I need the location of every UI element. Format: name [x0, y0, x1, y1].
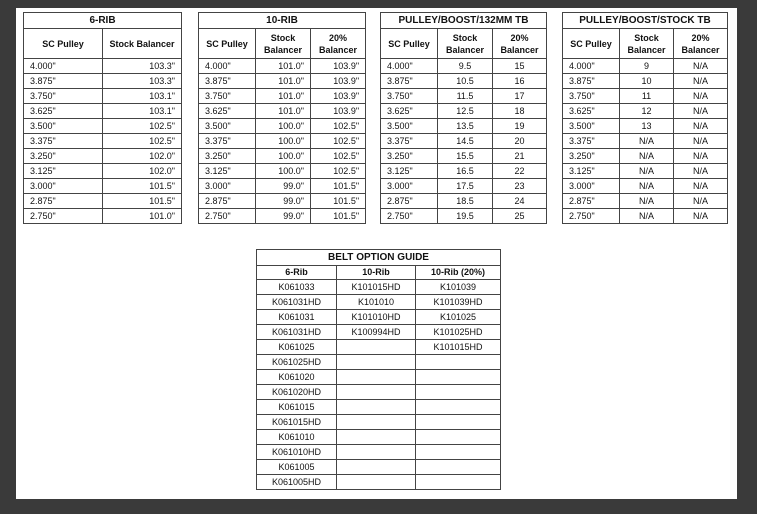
- belt-option-guide-table: [256, 249, 501, 490]
- table-cell: 100.0": [256, 119, 311, 134]
- table-cell: 2.875": [381, 194, 438, 209]
- table-cell: N/A: [674, 104, 728, 119]
- table-cell: 3.500": [24, 119, 103, 134]
- table-title: 6-RIB: [24, 13, 182, 29]
- table-cell: 15: [493, 59, 547, 74]
- table-cell: 3.500": [563, 119, 620, 134]
- table-row: [257, 475, 501, 490]
- table-cell: 99.0": [256, 209, 311, 224]
- table-row: [563, 104, 728, 119]
- table-cell: K061033: [257, 280, 337, 295]
- table-cell: 3.375": [381, 134, 438, 149]
- boost-132mm-table: [380, 12, 547, 224]
- table-cell: 10: [620, 74, 674, 89]
- table-cell: 18: [493, 104, 547, 119]
- table-cell: 102.0": [103, 164, 182, 179]
- table-cell: [337, 355, 416, 370]
- table-cell: 17.5: [438, 179, 493, 194]
- table-cell: N/A: [674, 164, 728, 179]
- table-row: [24, 119, 182, 134]
- table-cell: 16.5: [438, 164, 493, 179]
- table-cell: [416, 460, 501, 475]
- table-row: [199, 104, 366, 119]
- table-row: [381, 194, 547, 209]
- table-cell: K101015HD: [416, 340, 501, 355]
- table-row: [381, 119, 547, 134]
- table-row: [381, 164, 547, 179]
- table-cell: 22: [493, 164, 547, 179]
- table-cell: K101010: [337, 295, 416, 310]
- table-row: [257, 340, 501, 355]
- column-header: 20% Balancer: [493, 29, 547, 59]
- table-row: [24, 134, 182, 149]
- column-header: SC Pulley: [24, 29, 103, 59]
- table-cell: 16: [493, 74, 547, 89]
- table-cell: 101.5": [311, 209, 366, 224]
- table-cell: 102.5": [311, 119, 366, 134]
- table-row: [563, 89, 728, 104]
- table-cell: N/A: [674, 59, 728, 74]
- table-cell: [416, 430, 501, 445]
- table-cell: 103.9": [311, 104, 366, 119]
- table-cell: 3.000": [563, 179, 620, 194]
- table-cell: N/A: [674, 149, 728, 164]
- table-cell: 21: [493, 149, 547, 164]
- table-cell: K061020HD: [257, 385, 337, 400]
- table-cell: 14.5: [438, 134, 493, 149]
- table-cell: K101025HD: [416, 325, 501, 340]
- table-cell: 2.875": [24, 194, 103, 209]
- table-title: BELT OPTION GUIDE: [257, 250, 501, 266]
- table-row: [563, 149, 728, 164]
- table-row: [199, 164, 366, 179]
- table-row: [199, 149, 366, 164]
- table-cell: [337, 385, 416, 400]
- table-row: [199, 89, 366, 104]
- table-cell: 3.750": [563, 89, 620, 104]
- table-title: PULLEY/BOOST/132MM TB: [381, 13, 547, 29]
- table-cell: [337, 370, 416, 385]
- six-rib-table: [23, 12, 182, 224]
- table-row: [199, 59, 366, 74]
- table-row: [563, 164, 728, 179]
- table-cell: 103.1": [103, 89, 182, 104]
- table-cell: 100.0": [256, 164, 311, 179]
- table-cell: K101025: [416, 310, 501, 325]
- table-row: [563, 59, 728, 74]
- table-cell: [337, 415, 416, 430]
- table-cell: 4.000": [24, 59, 103, 74]
- table-row: [24, 179, 182, 194]
- table-cell: K061025HD: [257, 355, 337, 370]
- column-header: 6-Rib: [257, 266, 337, 280]
- table-cell: 3.875": [381, 74, 438, 89]
- table-cell: 100.0": [256, 149, 311, 164]
- table-cell: N/A: [674, 119, 728, 134]
- table-cell: 3.750": [381, 89, 438, 104]
- table-cell: [416, 445, 501, 460]
- table-cell: K101039HD: [416, 295, 501, 310]
- column-header: Stock Balancer: [438, 29, 493, 59]
- table-row: [381, 59, 547, 74]
- table-cell: [337, 475, 416, 490]
- table-cell: 101.0": [256, 104, 311, 119]
- table-cell: 101.5": [311, 194, 366, 209]
- table-cell: 24: [493, 194, 547, 209]
- table-cell: 99.0": [256, 179, 311, 194]
- table-cell: 3.875": [563, 74, 620, 89]
- table-cell: 102.0": [103, 149, 182, 164]
- table-cell: 3.000": [24, 179, 103, 194]
- table-cell: 3.375": [24, 134, 103, 149]
- table-row: [563, 179, 728, 194]
- table-cell: 3.500": [199, 119, 256, 134]
- table-row: [24, 194, 182, 209]
- table-cell: 103.9": [311, 89, 366, 104]
- table-cell: 4.000": [563, 59, 620, 74]
- table-cell: 103.3": [103, 74, 182, 89]
- table-cell: 25: [493, 209, 547, 224]
- table-row: [257, 310, 501, 325]
- table-cell: 19: [493, 119, 547, 134]
- table-row: [257, 385, 501, 400]
- table-cell: 103.1": [103, 104, 182, 119]
- table-title: 10-RIB: [199, 13, 366, 29]
- column-header: SC Pulley: [199, 29, 256, 59]
- boost-stock-tb-table: [562, 12, 728, 224]
- table-cell: 2.750": [381, 209, 438, 224]
- table-row: [381, 134, 547, 149]
- table-row: [381, 104, 547, 119]
- table-row: [24, 209, 182, 224]
- table-cell: 4.000": [381, 59, 438, 74]
- table-cell: 100.0": [256, 134, 311, 149]
- table-cell: 2.750": [563, 209, 620, 224]
- table-cell: 2.750": [24, 209, 103, 224]
- table-row: [257, 325, 501, 340]
- table-cell: 3.250": [563, 149, 620, 164]
- table-cell: 101.0": [256, 74, 311, 89]
- table-cell: N/A: [674, 89, 728, 104]
- table-cell: [416, 355, 501, 370]
- table-cell: 102.5": [311, 164, 366, 179]
- table-row: [257, 280, 501, 295]
- table-cell: 18.5: [438, 194, 493, 209]
- column-header: 20% Balancer: [311, 29, 366, 59]
- table-cell: 3.625": [563, 104, 620, 119]
- table-cell: 102.5": [103, 119, 182, 134]
- table-cell: 103.9": [311, 74, 366, 89]
- table-cell: 101.5": [311, 179, 366, 194]
- table-cell: K101039: [416, 280, 501, 295]
- table-cell: [416, 475, 501, 490]
- table-cell: K101010HD: [337, 310, 416, 325]
- table-cell: [416, 415, 501, 430]
- table-cell: 2.750": [199, 209, 256, 224]
- table-cell: 3.875": [24, 74, 103, 89]
- table-cell: 3.750": [24, 89, 103, 104]
- column-header: 20% Balancer: [674, 29, 728, 59]
- table-row: [257, 445, 501, 460]
- table-cell: 3.875": [199, 74, 256, 89]
- table-cell: 3.375": [563, 134, 620, 149]
- table-cell: N/A: [620, 194, 674, 209]
- table-cell: 3.250": [381, 149, 438, 164]
- table-cell: 3.750": [199, 89, 256, 104]
- table-cell: 103.9": [311, 59, 366, 74]
- table-cell: 13.5: [438, 119, 493, 134]
- table-row: [381, 149, 547, 164]
- table-cell: K061005HD: [257, 475, 337, 490]
- table-row: [199, 179, 366, 194]
- table-cell: N/A: [620, 149, 674, 164]
- table-cell: 11.5: [438, 89, 493, 104]
- table-cell: 3.125": [563, 164, 620, 179]
- table-cell: 10.5: [438, 74, 493, 89]
- table-cell: 12: [620, 104, 674, 119]
- table-cell: 102.5": [311, 134, 366, 149]
- table-row: [199, 119, 366, 134]
- table-row: [257, 370, 501, 385]
- table-row: [563, 119, 728, 134]
- table-cell: K061025: [257, 340, 337, 355]
- table-cell: 23: [493, 179, 547, 194]
- table-cell: N/A: [620, 179, 674, 194]
- table-cell: 3.625": [381, 104, 438, 119]
- table-cell: 3.625": [24, 104, 103, 119]
- table-cell: 9: [620, 59, 674, 74]
- column-header: 10-Rib (20%): [416, 266, 501, 280]
- table-row: [24, 149, 182, 164]
- table-cell: 3.625": [199, 104, 256, 119]
- table-row: [381, 74, 547, 89]
- table-cell: [337, 340, 416, 355]
- table-cell: K061031HD: [257, 325, 337, 340]
- column-header: SC Pulley: [563, 29, 620, 59]
- table-cell: 101.5": [103, 179, 182, 194]
- table-cell: 17: [493, 89, 547, 104]
- table-row: [257, 415, 501, 430]
- table-cell: 19.5: [438, 209, 493, 224]
- table-cell: N/A: [620, 164, 674, 179]
- table-cell: 4.000": [199, 59, 256, 74]
- table-cell: 3.250": [199, 149, 256, 164]
- table-row: [24, 104, 182, 119]
- table-cell: 15.5: [438, 149, 493, 164]
- table-row: [381, 209, 547, 224]
- table-cell: 99.0": [256, 194, 311, 209]
- table-cell: [416, 370, 501, 385]
- column-header: Stock Balancer: [620, 29, 674, 59]
- table-cell: N/A: [674, 194, 728, 209]
- table-row: [24, 59, 182, 74]
- table-row: [199, 194, 366, 209]
- table-cell: [337, 445, 416, 460]
- table-cell: K061005: [257, 460, 337, 475]
- table-cell: 3.000": [199, 179, 256, 194]
- table-row: [257, 295, 501, 310]
- table-cell: K061015: [257, 400, 337, 415]
- table-cell: 3.500": [381, 119, 438, 134]
- table-row: [24, 74, 182, 89]
- table-cell: K101015HD: [337, 280, 416, 295]
- table-cell: [337, 430, 416, 445]
- table-cell: 12.5: [438, 104, 493, 119]
- table-cell: K061015HD: [257, 415, 337, 430]
- table-cell: 102.5": [311, 149, 366, 164]
- table-cell: 3.125": [381, 164, 438, 179]
- table-row: [257, 400, 501, 415]
- table-cell: 20: [493, 134, 547, 149]
- table-row: [257, 430, 501, 445]
- table-cell: [337, 460, 416, 475]
- table-row: [563, 74, 728, 89]
- table-cell: 3.250": [24, 149, 103, 164]
- table-cell: K061020: [257, 370, 337, 385]
- table-cell: K061010: [257, 430, 337, 445]
- table-cell: N/A: [620, 134, 674, 149]
- table-row: [563, 209, 728, 224]
- table-cell: 2.875": [563, 194, 620, 209]
- table-row: [563, 194, 728, 209]
- column-header: Stock Balancer: [103, 29, 182, 59]
- table-cell: 3.375": [199, 134, 256, 149]
- table-cell: K061010HD: [257, 445, 337, 460]
- table-row: [199, 134, 366, 149]
- table-cell: [416, 385, 501, 400]
- table-row: [381, 89, 547, 104]
- table-cell: 101.0": [103, 209, 182, 224]
- table-cell: N/A: [620, 209, 674, 224]
- table-cell: N/A: [674, 74, 728, 89]
- table-cell: N/A: [674, 179, 728, 194]
- table-cell: 9.5: [438, 59, 493, 74]
- table-row: [199, 209, 366, 224]
- table-cell: 102.5": [103, 134, 182, 149]
- table-cell: K061031HD: [257, 295, 337, 310]
- table-cell: 103.3": [103, 59, 182, 74]
- table-row: [381, 179, 547, 194]
- table-cell: N/A: [674, 209, 728, 224]
- table-cell: 3.000": [381, 179, 438, 194]
- table-title: PULLEY/BOOST/STOCK TB: [563, 13, 728, 29]
- table-row: [257, 460, 501, 475]
- table-row: [199, 74, 366, 89]
- column-header: Stock Balancer: [256, 29, 311, 59]
- table-row: [24, 164, 182, 179]
- spreadsheet-page: [16, 8, 737, 499]
- table-cell: 101.5": [103, 194, 182, 209]
- table-cell: K100994HD: [337, 325, 416, 340]
- table-cell: 11: [620, 89, 674, 104]
- column-header: SC Pulley: [381, 29, 438, 59]
- table-row: [563, 134, 728, 149]
- column-header: 10-Rib: [337, 266, 416, 280]
- table-cell: [337, 400, 416, 415]
- table-cell: 3.125": [24, 164, 103, 179]
- table-cell: 2.875": [199, 194, 256, 209]
- table-cell: 13: [620, 119, 674, 134]
- table-row: [257, 355, 501, 370]
- table-cell: 3.125": [199, 164, 256, 179]
- ten-rib-table: [198, 12, 366, 224]
- table-cell: 101.0": [256, 89, 311, 104]
- table-cell: N/A: [674, 134, 728, 149]
- table-row: [24, 89, 182, 104]
- table-cell: 101.0": [256, 59, 311, 74]
- table-cell: [416, 400, 501, 415]
- table-cell: K061031: [257, 310, 337, 325]
